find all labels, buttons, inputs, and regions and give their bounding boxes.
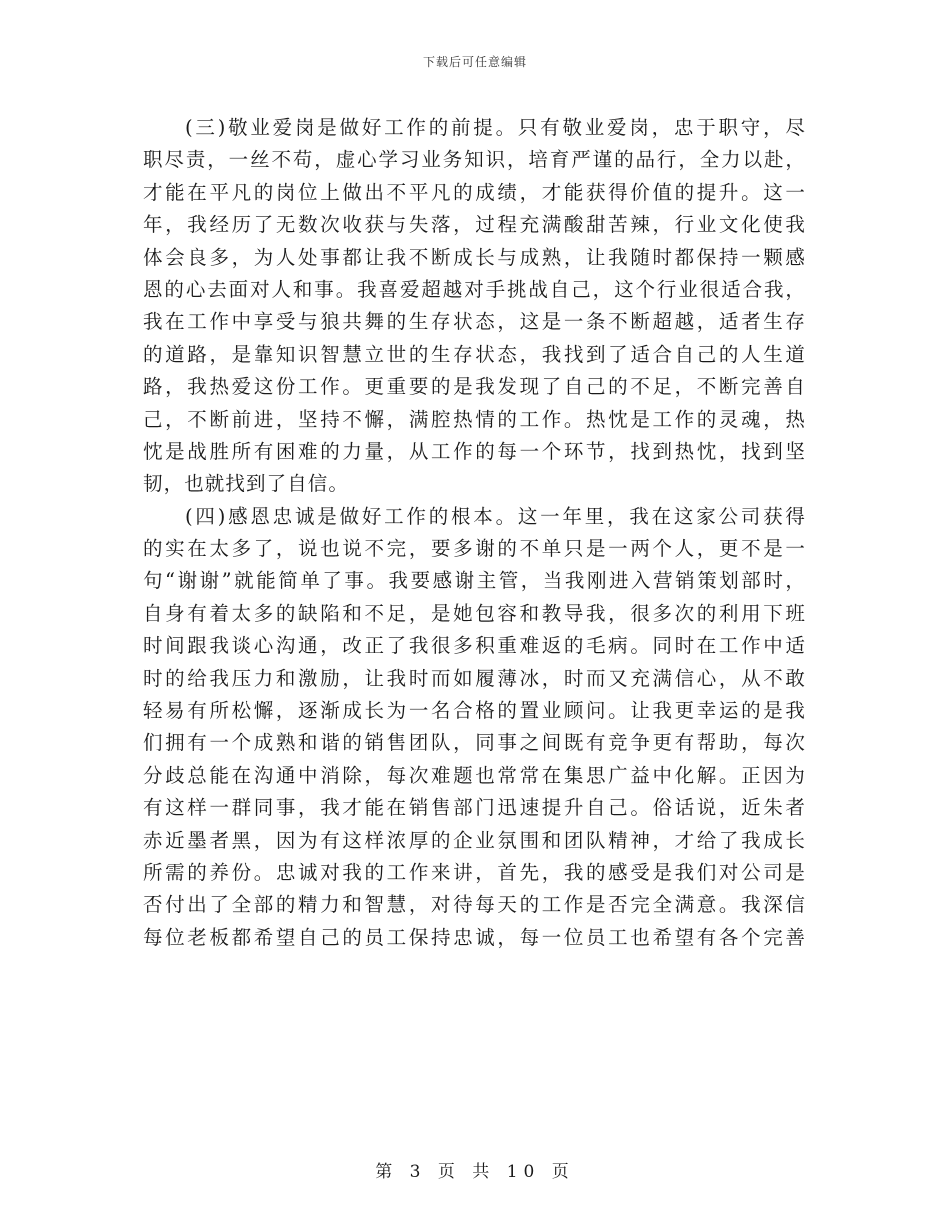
text-line: 才能在平凡的岗位上做出不平凡的成绩，才能获得价值的提升。这一: [143, 180, 806, 204]
text-line: 职尽责，一丝不苟，虚心学习业务知识，培育严谨的品行，全力以赴，: [143, 148, 806, 172]
text-line: 时间跟我谈心沟通，改正了我很多积重难返的毛病。同时在工作中适: [143, 634, 806, 658]
page-number-footer: 第 3 页 共 10 页: [375, 1162, 575, 1182]
document-body: [143, 112, 806, 954]
text-line: 我在工作中享受与狼共舞的生存状态，这是一条不断超越，适者生存: [143, 310, 806, 334]
text-line: 有这样一群同事，我才能在销售部门迅速提升自己。俗话说，近朱者: [143, 796, 806, 820]
text-line: 的实在太多了，说也说不完，要多谢的不单只是一两个人，更不是一: [143, 537, 806, 561]
text-line: 年，我经历了无数次收获与失落，过程充满酸甜苦辣，行业文化使我: [143, 213, 806, 237]
text-line: 每位老板都希望自己的员工保持忠诚，每一位员工也希望有各个完善: [143, 925, 806, 949]
text-line: 所需的养份。忠诚对我的工作来讲，首先，我的感受是我们对公司是: [143, 860, 806, 884]
text-line: 们拥有一个成熟和谐的销售团队，同事之间既有竞争更有帮助，每次: [143, 731, 806, 755]
paragraph-3: [143, 112, 806, 501]
text-line: 时的给我压力和激励，让我时而如履薄冰，时而又充满信心，从不敢: [143, 666, 806, 690]
text-line: 己，不断前进，坚持不懈，满腔热情的工作。热忱是工作的灵魂，热: [143, 407, 806, 431]
text-line: 赤近墨者黑，因为有这样浓厚的企业氛围和团队精神，才给了我成长: [143, 828, 806, 852]
text-line: 路，我热爱这份工作。更重要的是我发现了自己的不足，不断完善自: [143, 375, 806, 399]
text-line: 忱是战胜所有困难的力量，从工作的每一个环节，找到热忱，找到坚: [143, 439, 806, 463]
text-line: 的道路，是靠知识智慧立世的生存状态，我找到了适合自己的人生道: [143, 342, 806, 366]
text-line: 韧，也就找到了自信。: [143, 472, 350, 496]
text-line: 分歧总能在沟通中消除，每次难题也常常在集思广益中化解。正因为: [143, 763, 806, 787]
text-line: 否付出了全部的精力和智慧，对待每天的工作是否完全满意。我深信: [143, 893, 806, 917]
text-line: 轻易有所松懈，逐渐成长为一名合格的置业顾问。让我更幸运的是我: [143, 699, 806, 723]
text-line: 自身有着太多的缺陷和不足，是她包容和教导我，很多次的利用下班: [143, 601, 806, 625]
text-line: 恩的心去面对人和事。我喜爱超越对手挑战自己，这个行业很适合我，: [143, 277, 806, 301]
paragraph-4: [143, 501, 806, 954]
text-line: 句“谢谢”就能简单了事。我要感谢主管，当我刚进入营销策划部时，: [143, 569, 806, 593]
text-line: (三)敬业爱岗是做好工作的前提。只有敬业爱岗，忠于职守，尽: [185, 116, 806, 139]
text-line: 体会良多，为人处事都让我不断成长与成熟，让我随时都保持一颗感: [143, 245, 806, 269]
text-line: (四)感恩忠诚是做好工作的根本。这一年里，我在这家公司获得: [185, 504, 806, 528]
page-header: 下载后可任意编辑: [422, 55, 527, 69]
